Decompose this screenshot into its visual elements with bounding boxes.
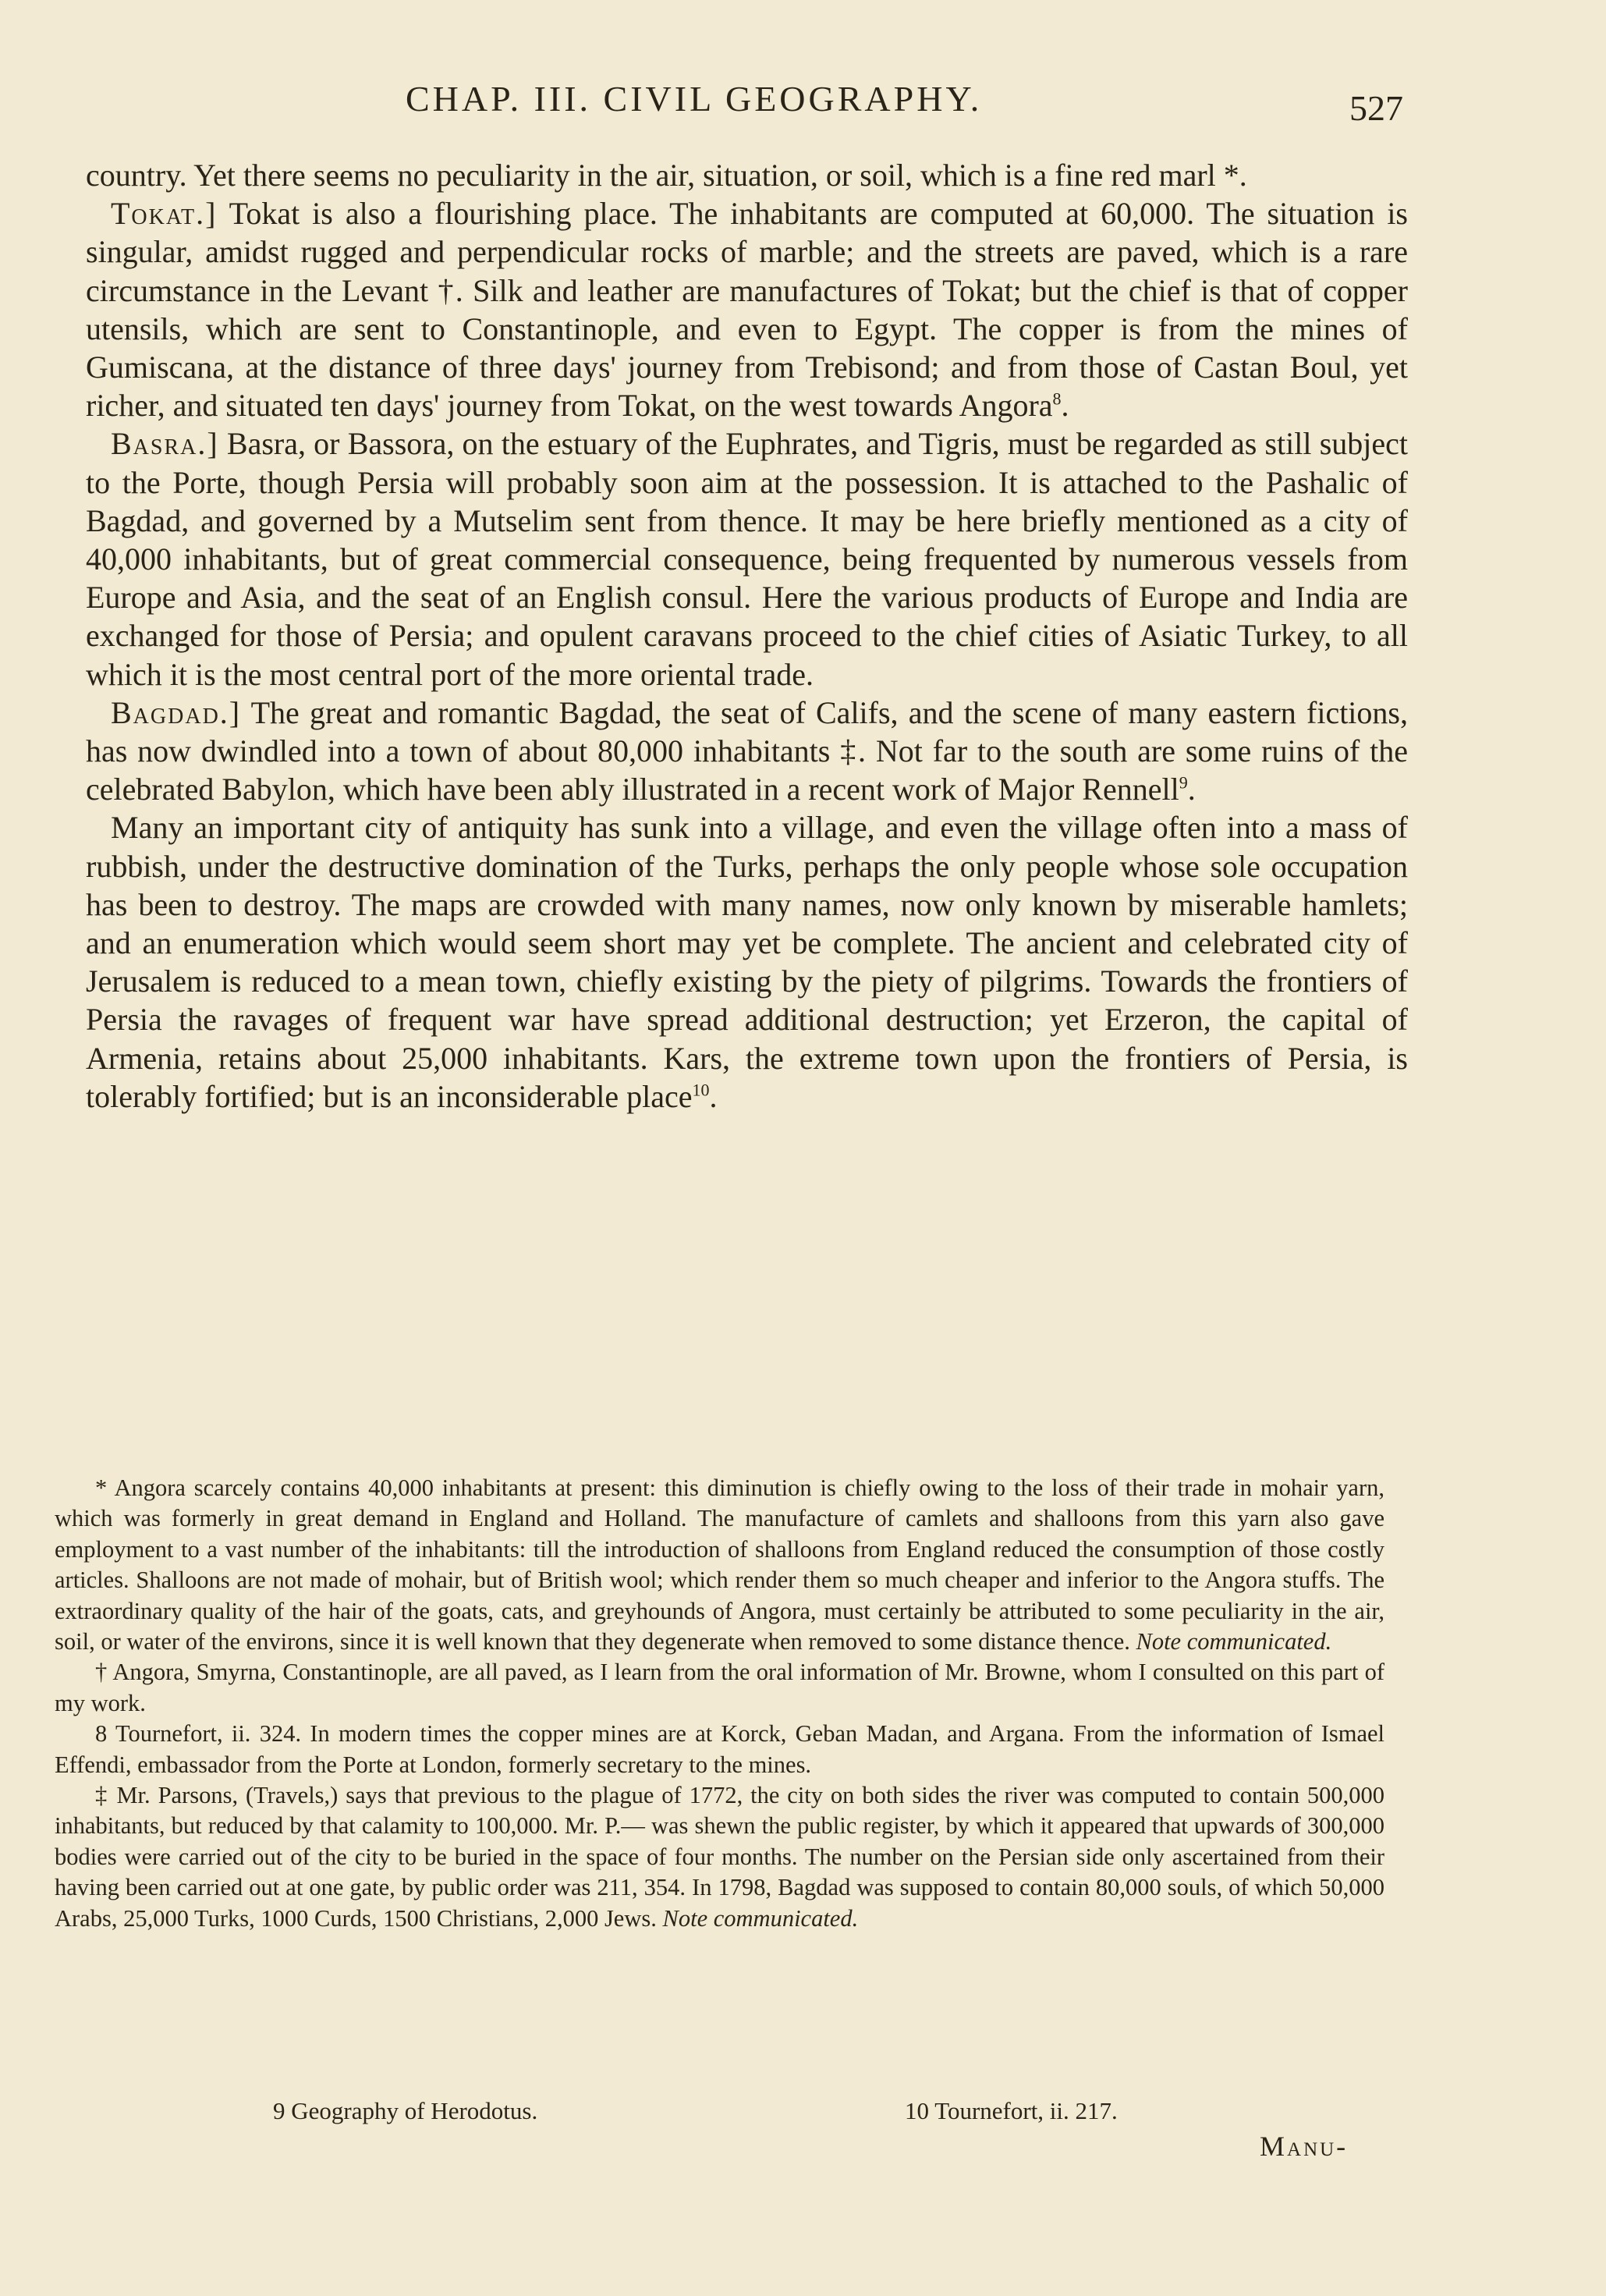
footnotes-bottom-row	[0, 2097, 1606, 2128]
footnote-double-dagger: ‡ Mr. Parsons, (Travels,) says that previous to the plague of 1772, the city on both sides the river was computed to contain 500,000 inhabitants, but reduced by that calamity to 100,000. Mr. P.— was shewn the public register, by which it appeared that upwards of 300,000 bodies were carried out of the city to be buried in the space of four months. The number on the Persian side only ascertained from their having been carried out at one gate, by public order was 211, 354. In 1798, Bagdad was supposed to contain 80,000 souls, of which 50,000 Arabs, 25,000 Turks, 1000 Curds, 1500 Christians, 2,000 Jews. Note communicated.	[55, 1782, 1384, 1932]
page-header	[0, 78, 1606, 128]
footnote-star: * Angora scarcely contains 40,000 inhabitants at present: this diminution is chiefly owing to the loss of their trade in mohair yarn, which was formerly in great demand in England and Holland. The manufacture of camlets and shalloons from this yarn also gave employment to a vast number of the inhabitants: till the introduction of shalloons from England reduced the consumption of those costly articles. Shalloons are not made of mohair, but of British wool; which render them so much cheaper and inferior to the Angora stuffs. The extraordinary quality of the hair of the goats, cats, and greyhounds of Angora, must certainly be attributed to some peculiarity in the air, soil, or water of the environs, since it is well known that they degenerate when removed to some distance thence. Note communicated.	[55, 1474, 1384, 1655]
section-heading-bagdad: Bagdad.]	[111, 694, 242, 730]
running-head: CHAP. III. CIVIL GEOGRAPHY.	[406, 79, 983, 119]
paragraph-basra: Basra.] Basra, or Bassora, on the estuary of the Euphrates, and Tigris, must be regarded as still subject to the Porte, though Persia will probably soon aim at the possession. It is attached to the Pashalic of Bagdad, and governed by a Mutselim sent from thence. It may be here briefly mentioned as a city of 40,000 inhabitants, but of great commercial consequence, being frequented by numerous vessels from Europe and Asia, and the seat of an English consul. Here the various products of Europe and India are exchanged for those of Persia; and opulent caravans proceed to the chief cities of Asiatic Turkey, to all which it is the most central port of the more oriental trade.	[86, 426, 1408, 692]
footnote-9: 9 Geography of Herodotus.	[273, 2097, 538, 2124]
footnote-ref-8: 8	[1052, 389, 1062, 409]
main-text	[86, 156, 1408, 1116]
catchword: Manu-	[1260, 2131, 1349, 2162]
section-heading-basra: Basra.]	[111, 426, 219, 462]
paragraph-bagdad: Bagdad.] The great and romantic Bagdad, the seat of Califs, and the scene of many eastern fictions, has now dwindled into a town of about 80,000 inhabitants ‡. Not far to the south are some ruins of the celebrated Babylon, which have been ably illustrated in a recent work of Major Rennell$^9$.	[86, 694, 1408, 807]
page-number: 527	[1349, 88, 1403, 128]
footnotes	[55, 1473, 1384, 1934]
paragraph-tokat: Tokat.] Tokat is also a flourishing place. The inhabitants are computed at 60,000. The situation is singular, amidst rugged and perpendicular rocks of marble; and the streets are paved, which is a rare circumstance in the Levant †. Silk and leather are manufactures of Tokat; but the chief is that of copper utensils, which are sent to Constantinople, and even to Egypt. The copper is from the mines of Gumiscana, at the distance of three days' journey from Trebisond; and from those of Castan Boul, yet richer, and situated ten days' journey from Tokat, on the west towards Angora$^8$.	[86, 196, 1408, 424]
note-communicated: Note communicated.	[662, 1904, 859, 1932]
section-heading-tokat: Tokat.]	[111, 196, 218, 232]
footnote-8: 8 Tournefort, ii. 324. In modern times the copper mines are at Korck, Geban Madan, and Argana. From the information of Ismael Effendi, embassador from the Porte at London, formerly secretary to the mines.	[55, 1720, 1384, 1778]
footnote-10: 10 Tournefort, ii. 217.	[905, 2097, 1118, 2124]
footnote-ref-9: 9	[1179, 772, 1188, 793]
paragraph-antiquity: Many an important city of antiquity has sunk into a village, and even the village often into a mass of rubbish, under the destructive domination of the Turks, perhaps the only people whose sole occupation has been to destroy. The maps are crowded with many names, now only known by miserable hamlets; and an enumeration which would seem short may yet be complete. The ancient and celebrated city of Jerusalem is reduced to a mean town, chiefly existing by the piety of pilgrims. Towards the frontiers of Persia the ravages of frequent war have spread additional destruction; yet Erzeron, the capital of Armenia, retains about 25,000 inhabitants. Kars, the extreme town upon the frontiers of Persia, is tolerably fortified; but is an inconsiderable place$^{10}$.	[86, 810, 1408, 1114]
footnote-dagger: † Angora, Smyrna, Constantinople, are all paved, as I learn from the oral information of Mr. Browne, whom I consulted on this part of my work.	[55, 1659, 1384, 1716]
paragraph-1: country. Yet there seems no peculiarity in the air, situation, or soil, which is a fine red marl *.	[86, 158, 1247, 193]
note-communicated: Note communicated.	[1136, 1628, 1332, 1655]
footnote-ref-10: 10	[692, 1080, 710, 1100]
